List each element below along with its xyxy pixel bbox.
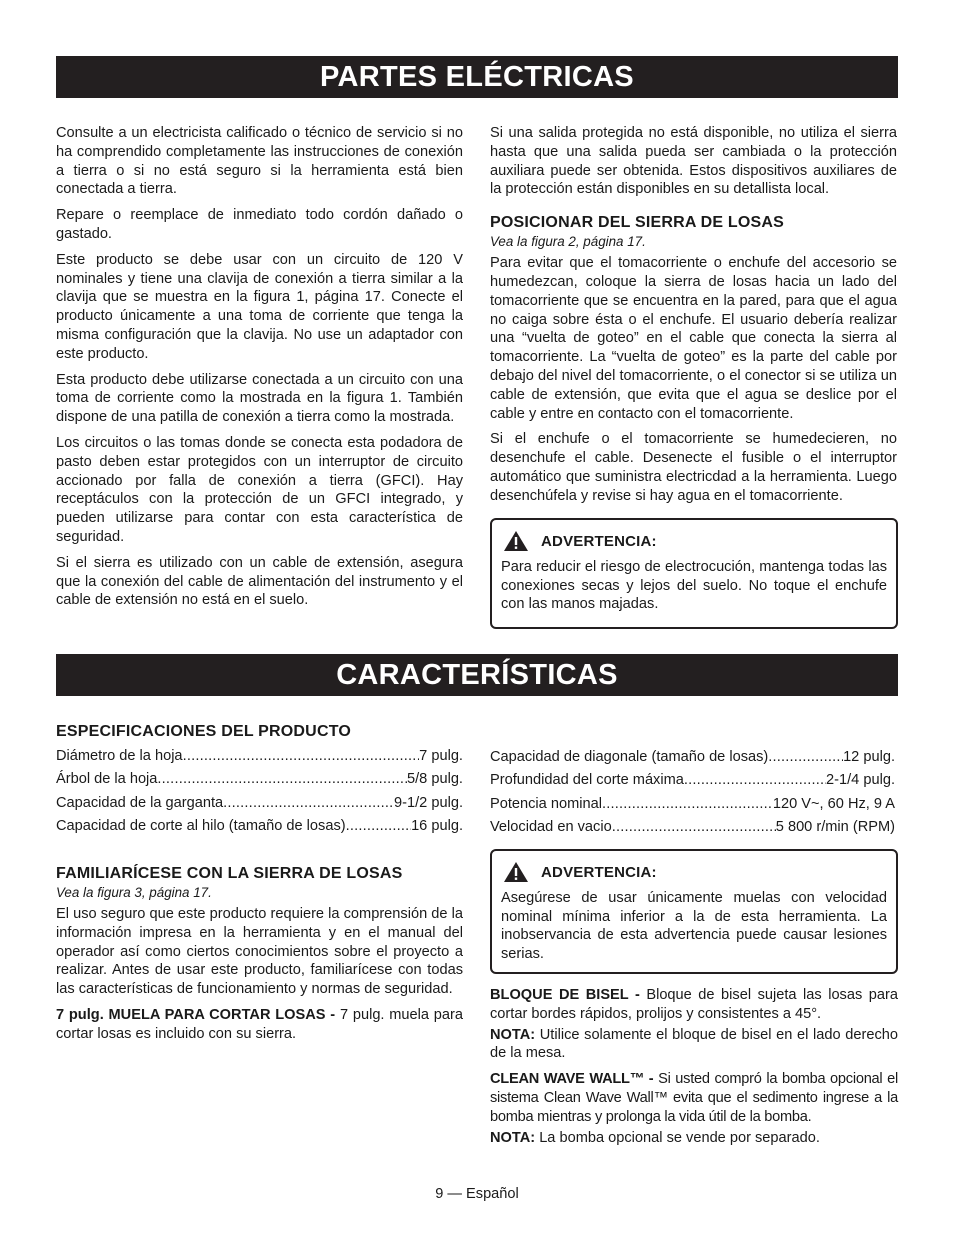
spec-row: Potencia nominal ..... 120 V~, 60 Hz, 9 A <box>490 795 895 813</box>
paragraph: Esta producto debe utilizarse conectada a un circuito con una toma de corriente como la mostrada en la figura 1. También dispone de una patilla de conexión a tierra como la mostrada. <box>56 371 463 426</box>
spec-row: Capacidad de corte al hilo (tamaño de losas) ..... 16 pulg. <box>56 817 463 835</box>
bevel-label: BLOQUE DE BISEL - <box>490 987 647 1003</box>
specs-heading: ESPECIFICACIONES DEL PRODUCTO <box>56 723 352 740</box>
electrical-left-column <box>56 124 463 617</box>
spec-row: Capacidad de la garganta ..... 9-1/2 pulg. <box>56 794 463 812</box>
electrical-right-column <box>490 124 897 513</box>
paragraph <box>490 1129 898 1148</box>
paragraph: Consulte a un electricista calificado o técnico de servicio si no ha comprendido completamente las instrucciones de conexión a tierra o si no está seguro si la herramienta está bien conectada a tierra. <box>56 125 463 198</box>
note-text: Utilice solamente el bloque de bisel en el lado derecho de la mesa. <box>490 1026 898 1062</box>
familiarize-heading: FAMILIARÍCESE CON LA SIERRA DE LOSAS <box>56 865 403 882</box>
blade-label: 7 pulg. MUELA PARA CORTAR LOSAS - <box>56 1006 340 1023</box>
specs-list-left <box>56 747 463 835</box>
paragraph: Si el enchufe o el tomacorriente se humedecieren, no desenchufe el cable. Desenecte el fusible o el interruptor automático que suministra electricdad a la herramienta. Luego desenchúfela y revise si hay agua en el tomacorriente. <box>490 431 897 504</box>
paragraph: El uso seguro que este producto requiere la comprensión de la información impresa en la herramienta y en el manual del operador así como ciertos conocimientos sobre el proyecto a realizar. Antes de usar este producto, familiarícese con todas las características de funcionamiento y normas de seguridad. <box>56 906 463 998</box>
note-label: NOTA: <box>490 1026 540 1043</box>
paragraph <box>490 1070 898 1126</box>
paragraph: Si el sierra es utilizado con un cable de extensión, asegura que la conexión del cable de alimentación del instrumento y el cable de extensión no está en el suelo. <box>56 554 463 609</box>
features-right-column <box>490 986 898 1154</box>
warning-title: ADVERTENCIA: <box>541 532 657 550</box>
note-text: La bomba opcional se vende por separado. <box>539 1129 820 1146</box>
cleanwave-label: CLEAN WAVE WALL™ - <box>490 1071 659 1088</box>
section-banner-electrical: PARTES ELÉCTRICAS <box>56 56 898 98</box>
cleanwave-text: Si usted compró la bomba opcional el sistema Clean Wave Wall™ evita que el sedimento ingrese a la bomba mientras y prolonga la vida útil de la bomba. <box>490 1071 899 1125</box>
warning-text: Para reducir el riesgo de electrocución, mantenga todas las conexiones secas y lejos del suelo. No toque el enchufe con las manos majadas. <box>501 559 887 613</box>
spec-row: Velocidad en vacio ..... 5 800 r/min (RPM) <box>490 818 895 836</box>
page-footer: 9 — Español <box>435 1186 519 1202</box>
paragraph <box>56 1006 463 1044</box>
paragraph: Los circuitos o las tomas donde se conecta esta podadora de pasto deben estar protegidos con un interruptor de circuito accionado por falla de conexión a tierra (GFCI). Hay receptáculos con la protección de un GFCI integrado, y pueden utilizarse para contar con esta característica de seguridad. <box>56 434 463 545</box>
figure-reference: Vea la figura 2, página 17. <box>490 234 646 250</box>
paragraph: Si una salida protegida no está disponible, no utiliza el sierra hasta que una salida pueda ser cambiada o la protección auxiliara puede ser obtenida. Estos dispositivos auxiliares de la protección están disponibles en su detallista local. <box>490 125 897 198</box>
positioning-heading: POSICIONAR DEL SIERRA DE LOSAS <box>490 214 785 232</box>
figure-reference: Vea la figura 3, página 17. <box>56 885 212 900</box>
spec-row: Capacidad de diagonale (tamaño de losas) ..... 12 pulg. <box>490 748 895 766</box>
features-left-column <box>56 722 463 841</box>
bevel-text: Bloque de bisel sujeta las losas para cortar bordes rápidos, prolijos y consistentes a 45°. <box>490 987 898 1022</box>
note-label: NOTA: <box>490 1129 540 1146</box>
section-banner-features: CARACTERÍSTICAS <box>56 654 898 696</box>
paragraph: Para evitar que el tomacorriente o enchufe del accesorio se humedezcan, coloque la sierra de losas hacia un lado del tomacorriente que se encuentra en la pared, para que el agua no caiga sobre ésta o el enchufe. El usuario debería realizar una “vuelta de goteo” en el cable que conecta la sierra al tomacorriente. La “vuelta de goteo” es la parte del cable por debajo del nivel del tomacorriente, o el conector si se utiliza un cable de extensión, que evita que el agua se deslice por el cable y entre en contacto con el tomacorriente. <box>490 255 897 422</box>
paragraph <box>490 986 898 1024</box>
spec-row: Diámetro de la hoja ..... 7 pulg. <box>56 747 463 765</box>
paragraph: Repare o reemplace de inmediato todo cordón dañado o gastado. <box>56 207 463 242</box>
spec-row: Árbol de la hoja ..... 5/8 pulg. <box>56 770 463 788</box>
blade-text: 7 pulg. muela para cortar losas es incluido con su sierra. <box>56 1006 464 1042</box>
warning-triangle-icon <box>503 530 529 552</box>
warning-text: Asegúrese de usar únicamente muelas con velocidad nominal mínima inferior a la de esta herramienta. La inobservancia de esta advertencia puede causar lesiones serias. <box>501 890 887 962</box>
specs-list-right <box>490 748 895 842</box>
spec-row: Profundidad del corte máxima ..... 2-1/4 pulg. <box>490 771 895 789</box>
paragraph: Este producto se debe usar con un circuito de 120 V nominales y tiene una clavija de conexión a tierra similar a la clavija que se muestra en la figura 1, página 17. Conecte el producto únicamente a una toma de corriente que tenga la misma configuración que la clavija. No use un adaptador con este producto. <box>56 251 463 362</box>
warning-box-electrical <box>490 518 898 629</box>
warning-title: ADVERTENCIA: <box>541 863 657 881</box>
paragraph <box>490 1026 898 1064</box>
warning-triangle-icon <box>503 861 529 883</box>
warning-box-features <box>490 849 898 974</box>
familiarize-section <box>56 864 463 1051</box>
